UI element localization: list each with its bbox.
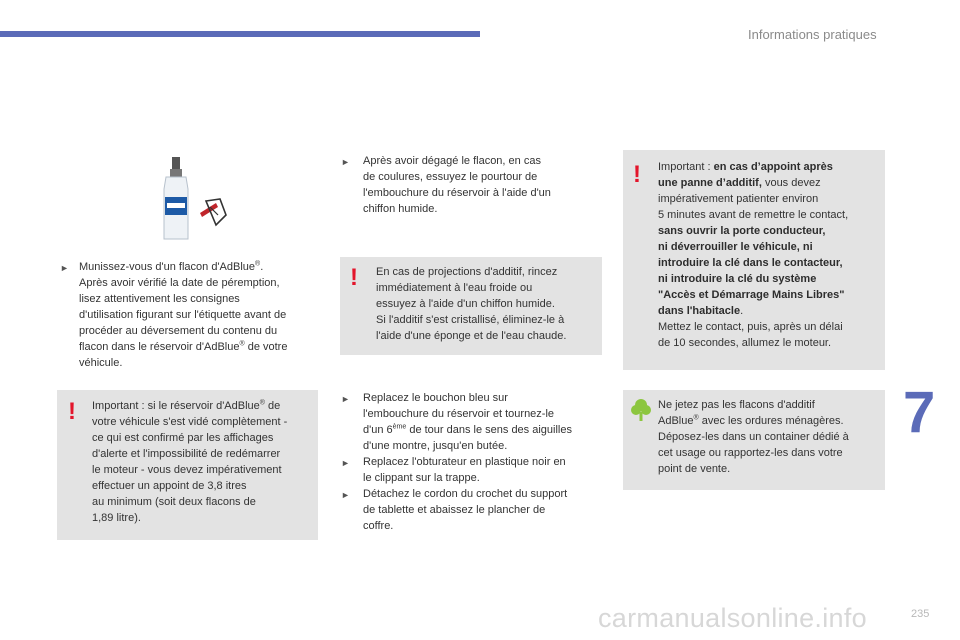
text-line: 5 minutes avant de remettre le contact,: [658, 209, 849, 221]
text-line: Replacez le bouchon bleu sur: [363, 392, 508, 404]
text-line: cet usage ou rapportez-les dans votre: [658, 447, 843, 459]
section-title: Informations pratiques: [748, 27, 877, 42]
text-line: [658, 175, 882, 191]
registered-mark: ®: [255, 260, 261, 268]
text-line: de coulures, essuyez le pourtour de: [363, 171, 538, 183]
text-line: 1,89 litre).: [92, 512, 141, 524]
text-line: chiffon humide.: [363, 203, 438, 215]
text-line: au minimum (soit deux flacons de: [92, 496, 256, 508]
text-line: immédiatement à l'eau froide ou: [376, 282, 533, 294]
warning-text-important: [658, 159, 882, 351]
text-line: [658, 303, 882, 319]
text-line: Détachez le cordon du crochet du support: [363, 488, 568, 500]
text-line: [658, 271, 882, 287]
step-text-3: [363, 390, 608, 534]
text-line: Ne jetez pas les flacons d'additif: [658, 399, 815, 411]
warning-text-projection: [376, 264, 600, 344]
text-fragment: Munissez-vous d'un flacon d'AdBlue: [79, 261, 256, 273]
bold-fragment: une panne d’additif,: [658, 177, 762, 189]
text-line: d'utilisation figurant sur l'étiquette avant de: [79, 309, 287, 321]
bold-fragment: ni introduire la clé du système: [658, 273, 817, 285]
text-line: véhicule.: [79, 357, 123, 369]
text-line: Mettez le contact, puis, après un délai: [658, 321, 843, 333]
adblue-bottle-icon: [160, 155, 230, 245]
text-line: Déposez-les dans un container dédié à: [658, 431, 849, 443]
step-text-2: [363, 153, 603, 217]
text-line: l'embouchure du réservoir et tournez-le: [363, 408, 555, 420]
text-line: votre véhicule s'est vidé complètement -: [92, 416, 288, 428]
bold-fragment: en cas d’appoint après: [713, 161, 833, 173]
text-fragment: .: [740, 305, 744, 317]
header-accent-bar: [0, 31, 480, 37]
text-line: d'alerte et l'impossibilité de redémarrer: [92, 448, 281, 460]
text-line: Si l'additif s'est cristallisé, éliminez-le à: [376, 314, 565, 326]
text-line: point de vente.: [658, 463, 731, 475]
triangle-bullet-icon: ►: [60, 263, 69, 273]
text-fragment: avec les ordures ménagères.: [698, 415, 844, 427]
exclamation-icon: !: [68, 398, 76, 425]
bold-fragment: ni déverrouiller le véhicule, ni: [658, 241, 813, 253]
text-fragment: vous devez: [761, 177, 821, 189]
bold-fragment: sans ouvrir la porte conducteur,: [658, 225, 826, 237]
text-line: Après avoir dégagé le flacon, en cas: [363, 155, 541, 167]
registered-mark: ®: [259, 399, 265, 407]
text-line: lisez attentivement les consignes: [79, 293, 240, 305]
text-line: [658, 413, 882, 429]
text-line: l'embouchure du réservoir à l'aide d'un: [363, 187, 551, 199]
text-fragment: d'un 6: [363, 424, 393, 436]
text-line: le clippant sur la trappe.: [363, 472, 480, 484]
bold-fragment: "Accès et Démarrage Mains Libres": [658, 289, 845, 301]
text-line: [658, 239, 882, 255]
text-line: ce qui est confirmé par les affichages: [92, 432, 274, 444]
text-line: Replacez l'obturateur en plastique noir en: [363, 456, 566, 468]
text-line: [658, 287, 882, 303]
text-fragment: de tour dans le sens des aiguilles: [406, 424, 572, 436]
text-line: l'aide d'une éponge et de l'eau chaude.: [376, 330, 567, 342]
tree-icon: [630, 398, 652, 422]
exclamation-icon: !: [350, 264, 358, 291]
text-fragment: AdBlue: [658, 415, 694, 427]
text-fragment: de: [264, 400, 281, 412]
superscript: ème: [392, 423, 407, 431]
text-line: [92, 398, 316, 414]
registered-mark: ®: [693, 414, 699, 422]
triangle-bullet-icon: ►: [341, 394, 350, 404]
triangle-bullet-icon: ►: [341, 490, 350, 500]
text-line: effectuer un appoint de 3,8 itres: [92, 480, 247, 492]
text-line: [79, 259, 324, 275]
warning-text-refill: [92, 398, 316, 526]
watermark: carmanualsonline.info: [598, 603, 867, 633]
text-line: [658, 223, 882, 239]
text-fragment: .: [260, 261, 264, 273]
eco-text: [658, 397, 882, 477]
text-line: [363, 422, 608, 438]
text-line: de 10 secondes, allumez le moteur.: [658, 337, 832, 349]
text-line: coffre.: [363, 520, 394, 532]
bold-fragment: dans l'habitacle: [658, 305, 741, 317]
page-number: 235: [911, 608, 930, 620]
bold-fragment: introduire la clé dans le contacteur,: [658, 257, 843, 269]
text-fragment: Important : si le réservoir d'AdBlue: [92, 400, 260, 412]
triangle-bullet-icon: ►: [341, 157, 350, 167]
text-line: Après avoir vérifié la date de péremption,: [79, 277, 280, 289]
text-line: En cas de projections d'additif, rincez: [376, 266, 558, 278]
text-line: [79, 339, 324, 355]
chapter-number: 7: [903, 380, 936, 445]
text-fragment: de votre: [244, 341, 288, 353]
text-line: le moteur - vous devez impérativement: [92, 464, 282, 476]
registered-mark: ®: [239, 340, 245, 348]
triangle-bullet-icon: ►: [341, 458, 350, 468]
text-fragment: flacon dans le réservoir d'AdBlue: [79, 341, 240, 353]
text-line: [658, 255, 882, 271]
text-line: d'une montre, jusqu'en butée.: [363, 440, 508, 452]
text-fragment: Important :: [658, 161, 714, 173]
text-line: essuyez à l'aide d'un chiffon humide.: [376, 298, 555, 310]
exclamation-icon: !: [633, 161, 641, 188]
text-line: de tablette et abaissez le plancher de: [363, 504, 546, 516]
text-line: [658, 159, 882, 175]
text-line: procéder au déversement du contenu du: [79, 325, 278, 337]
text-line: impérativement patienter environ: [658, 193, 819, 205]
step-text-1: [79, 259, 324, 371]
